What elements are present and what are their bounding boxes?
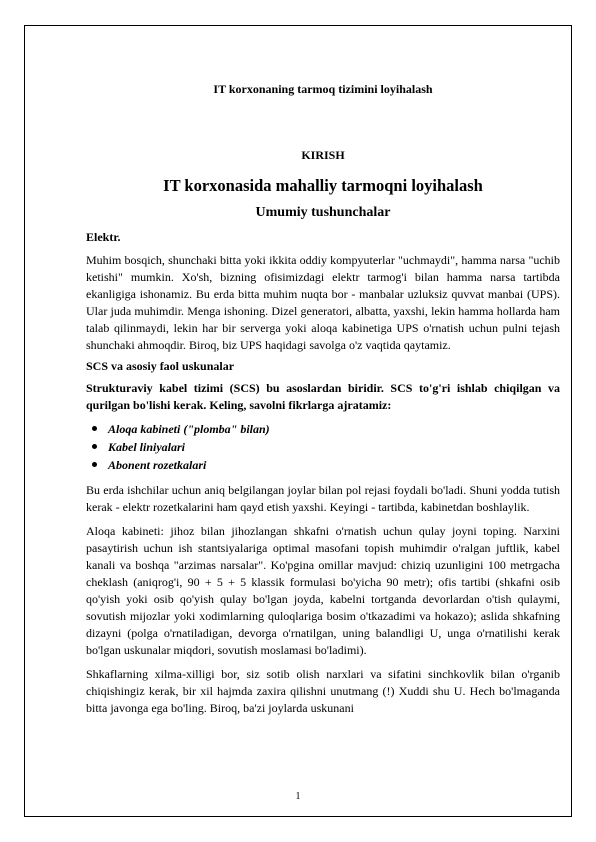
list-item bbox=[86, 420, 560, 438]
kirish-heading: KIRISH bbox=[301, 148, 345, 162]
paragraph-aloqa-kabineti: Aloqa kabineti: jihoz bilan jihozlangan shkafni o'rnatish uchun qulay joyni toping. Narxini pasaytirish uchun ish stantsiyalariga optimal masofani topish muhimdir o'ralgan juftlik, kabel kanali va boshqa "arzimas narsalar". Ko'pgina omillar mavjud: chiziq uzunligini 100 metrgacha cheklash (aniqrog'i, 90 + 5 + 5 klassik formulasi bo'yicha 90 metr); ofis tartibi (shkafni osib qo'yish yoki osib qo'yish qulay bo'lgan joyda, kabelni tortganda devorlardan o'tish qulaymi, sovutish mijozlar yoki xodimlarning quloqlariga bosim o'tkazadimi va hokazo); aslida shkafning dizayni (polga o'rnatiladigan, devorga o'rnatilgan, uning balandligi U, unga o'rnatilishi kerak bo'lgan uskunalar miqdori, sovutish moslamasi bo'ladimi). bbox=[86, 524, 560, 657]
paragraph-elektr: Muhim bosqich, shunchaki bitta yoki ikkita oddiy kompyuterlar "uchmaydi", hamma narsa "uchib ketishi" mumkin. Xo'sh, bizning ofisimizdagi elektr tarmog'i bilan hamma narsa tartibda ekanligiga ishonamiz. Bu erda bitta muhim nuqta bor - manbalar uzluksiz quvvat manbai (UPS). Ular juda muhimdir. Menga ishoning. Dizel generatori, albatta, yaxshi, lekin hamma hollarda ham talab qilinmaydi, lekin har bir serverga yoki aloqa kabinetiga UPS o'rnatish uchun pulni tejash shunchaki ahmoqdir. Biroq, biz UPS haqidagi savolga o'z vaqtida qaytamiz. bbox=[86, 253, 560, 352]
bullet-icon bbox=[92, 444, 97, 449]
running-header: IT korxonaning tarmoq tizimini loyihalash bbox=[213, 82, 433, 96]
page-content bbox=[86, 82, 560, 717]
section-heading-scs: SCS va asosiy faol uskunalar bbox=[86, 359, 235, 373]
document-page bbox=[24, 25, 572, 817]
bullet-icon bbox=[92, 426, 97, 431]
bullet-icon bbox=[92, 462, 97, 467]
subheading: Umumiy tushunchalar bbox=[255, 205, 391, 220]
list-item bbox=[86, 438, 560, 456]
list-item bbox=[86, 456, 560, 474]
paragraph-floor-plan: Bu erda ishchilar uchun aniq belgilangan joylar bilan pol rejasi foydali bo'ladi. Shuni yodda tutish kerak - elektr rozetkalarini ham qayd etish yaxshi. Keyingi - tartibda, kabinetdan boshlaylik. bbox=[86, 483, 560, 514]
section-heading-elektr: Elektr. bbox=[86, 230, 121, 244]
page-number: 1 bbox=[295, 791, 301, 802]
main-heading: IT korxonasida mahalliy tarmoqni loyihalash bbox=[163, 176, 483, 195]
list-item-text: Abonent rozetkalari bbox=[108, 458, 207, 472]
paragraph-shkaflar: Shkaflarning xilma-xilligi bor, siz sotib olish narxlari va sifatini sinchkovlik bilan o'rganib chiqishingiz kerak, bir xil hajmda zaxira qilishni unutmang (!) Xuddi shu U. Hech bo'lmaganda bitta javonga ega bo'ling. Biroq, ba'zi joylarda uskunani bbox=[86, 667, 560, 715]
bullet-list bbox=[86, 420, 560, 474]
list-item-text: Kabel liniyalari bbox=[108, 440, 186, 454]
paragraph-scs-intro: Strukturaviy kabel tizimi (SCS) bu asoslardan biridir. SCS to'g'ri ishlab chiqilgan va qurilgan bo'lishi kerak. Keling, savolni fikrlarga ajratamiz: bbox=[86, 381, 560, 412]
list-item-text: Aloqa kabineti ("plomba" bilan) bbox=[108, 422, 270, 436]
